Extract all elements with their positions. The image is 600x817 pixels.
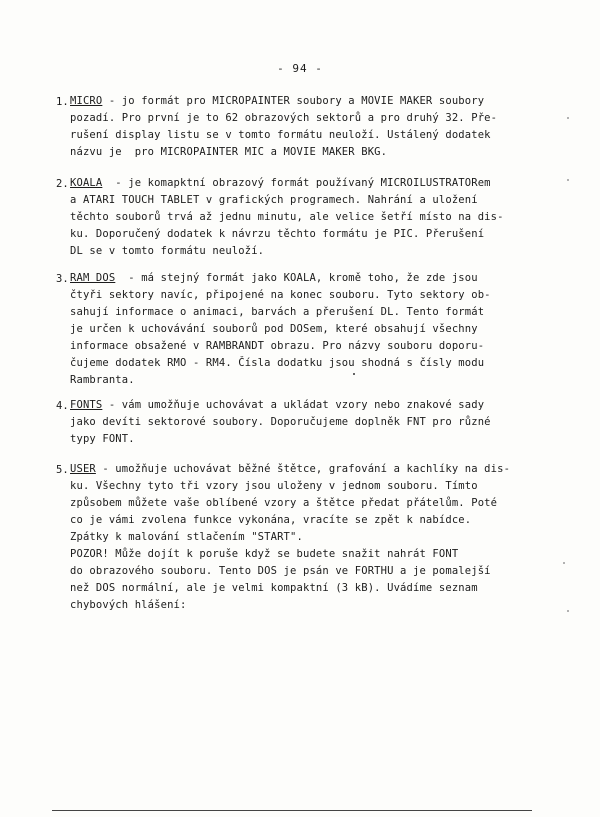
item-text-line: názvu je pro MICROPAINTER MIC a MOVIE MAKER BKG. (70, 146, 388, 158)
item-text-line: čujeme dodatek RMO - RM4. Čísla dodatku jsou shodná s čísly modu (70, 357, 485, 369)
item-first-line (70, 273, 478, 284)
item-text-line: - vám umožňuje uchovávat a ukládat vzory nebo znakové sady (102, 399, 485, 411)
item-text-line: pozadí. Pro první je to 62 obrazových sektorů a pro druhý 32. Pře- (70, 112, 498, 124)
item-keyword: MICRO (70, 95, 103, 107)
item-text-line: chybových hlášení: (70, 599, 187, 611)
item-number: 5. (56, 464, 69, 476)
scan-speck (353, 373, 355, 375)
item-number: 4. (56, 400, 69, 412)
item-first-line (70, 400, 484, 411)
bottom-rule (52, 810, 532, 811)
item-keyword: USER (70, 463, 96, 475)
item-text-line: sahují informace o animaci, barvách a přerušení DL. Tento formát (70, 306, 485, 318)
item-keyword: KOALA (70, 177, 103, 189)
scan-speck (567, 179, 569, 181)
item-text-line: informace obsažené v RAMBRANDT obrazu. Pro názvy souboru doporu- (70, 340, 485, 352)
item-text-line: těchto souborů trvá až jednu minutu, ale velice šetří místo na dis- (70, 211, 504, 223)
page-number: - 94 - (277, 62, 323, 75)
item-number: 1. (56, 96, 69, 108)
item-first-line (70, 464, 510, 475)
item-text-line: je určen k uchovávání souborů pod DOSem, které obsahují všechny (70, 323, 478, 335)
item-text-line: DL se v tomto formátu neuloží. (70, 245, 265, 257)
item-number: 2. (56, 178, 69, 190)
item-text-line: POZOR! Může dojít k poruše když se budete snažit nahrát FONT (70, 548, 459, 560)
item-text-line: ku. Všechny tyto tři vzory jsou uloženy v jednom souboru. Tímto (70, 480, 478, 492)
scan-speck (563, 562, 565, 564)
item-text-line: ku. Doporučený dodatek k návrzu těchto formátu je PIC. Přerušení (70, 228, 485, 240)
item-text-line: co je vámi zvolena funkce vykonána, vracíte se zpět k nabídce. (70, 514, 472, 526)
item-text-line: typy FONT. (70, 433, 135, 445)
item-text-line: než DOS normální, ale je velmi kompaktní (3 kB). Uvádíme seznam (70, 582, 478, 594)
item-text-line: rušení display listu se v tomto formátu neuloží. Ustálený dodatek (70, 129, 491, 141)
item-text-line: způsobem můžete vaše oblíbené vzory a štětce předat přátelům. Poté (70, 497, 498, 509)
scan-speck (567, 610, 569, 612)
item-text-line: Zpátky k malování stlačením "START". (70, 531, 303, 543)
item-text-line: - umožňuje uchovávat běžné štětce, grafování a kachlíky na dis- (95, 463, 511, 475)
item-text-line: - je komapktní obrazový formát používaný MICROILUSTRATORem (102, 177, 491, 189)
scan-speck (567, 117, 569, 119)
item-text-line: jako devíti sektorové soubory. Doporučujeme doplněk FNT pro různé (70, 416, 491, 428)
item-keyword: FONTS (70, 399, 103, 411)
item-first-line (70, 96, 484, 107)
item-text-line: Rambranta. (70, 374, 135, 386)
item-keyword: RAM DOS (70, 272, 116, 284)
item-first-line (70, 178, 491, 189)
item-number: 3. (56, 273, 69, 285)
item-text-line: čtyři sektory navíc, připojené na konec souboru. Tyto sektory ob- (70, 289, 491, 301)
item-text-line: - má stejný formát jako KOALA, kromě toho, že zde jsou (115, 272, 478, 284)
item-text-line: a ATARI TOUCH TABLET v grafických programech. Nahrání a uložení (70, 194, 478, 206)
item-text-line: - jo formát pro MICROPAINTER soubory a MOVIE MAKER soubory (102, 95, 485, 107)
item-text-line: do obrazového souboru. Tento DOS je psán ve FORTHU a je pomalejší (70, 565, 491, 577)
